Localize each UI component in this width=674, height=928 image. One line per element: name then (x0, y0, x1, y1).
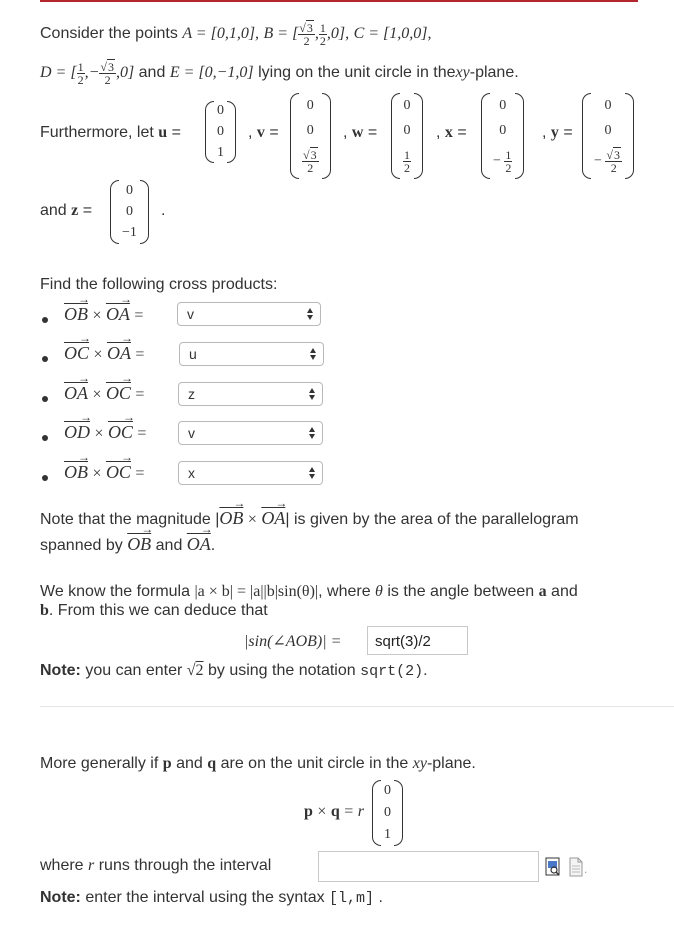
question-3-select[interactable]: z (178, 382, 323, 406)
vector-w: 0 0 $\frac{1}{2}$ (391, 93, 423, 179)
point-a: A = [0,1,0], (182, 25, 260, 43)
equation-editor-icon[interactable] (545, 857, 561, 877)
plane-text: -plane. (469, 64, 519, 82)
sin-expression: |sin(∠AOB)| = (244, 633, 342, 650)
points-line-1 (40, 22, 432, 47)
note-sqrt: Note: you can enter √2 by using the notation sqrt(2). (40, 662, 428, 680)
point-e: E = [0,−1,0] (169, 64, 254, 82)
xy-label: xy (455, 64, 470, 82)
interval-prompt: where r runs through the interval (40, 857, 272, 874)
vector-x-label: , x = (436, 124, 467, 141)
icon-dot: . (584, 862, 588, 876)
chevron-updown-icon (309, 388, 315, 400)
bullet (42, 356, 48, 362)
bullet (42, 317, 48, 323)
formula-line1: We know the formula |a × b| = |a||b|sin(θ)|, where θ is the angle between a and (40, 583, 578, 600)
period: . (161, 202, 166, 219)
chevron-updown-icon (307, 308, 313, 320)
lying-text: lying on the unit circle in the (258, 64, 456, 82)
point-d: D = [ $\frac{1}{2}$ ,− $\frac{√3}{2}$ ,0] (40, 60, 135, 87)
note-magnitude-line2: spanned by $\overline{OB}$ → and $\overline{OA}$ →. (40, 534, 215, 555)
question-4-expr: $\overline{OD}$ → × $\overline{OC}$ → = (64, 422, 146, 443)
divider (40, 706, 674, 707)
generally-text: More generally if p and q are on the unit circle in the xy-plane. (40, 755, 476, 772)
bullet (42, 475, 48, 481)
pxq-expression: p × q = r (304, 803, 364, 820)
bullet (42, 435, 48, 441)
point-c: C = [1,0,0], (353, 25, 432, 43)
furthermore-text: Furthermore, let u = (40, 124, 181, 141)
note-interval: Note: enter the interval using the syntax [l,m] . (40, 889, 383, 907)
vector-y: 0 0 − $\frac{√3}{2}$ (582, 93, 634, 179)
point-b: B = [ $\frac{√3}{2}$ , $\frac{1}{2}$ ,0], (263, 21, 350, 48)
vector-u: 0 0 1 (205, 101, 236, 163)
question-1-expr: $\overline{OB}$ → × $\overline{OA}$ → = (64, 304, 143, 325)
and-text: and (138, 64, 166, 82)
question-5-expr: $\overline{OB}$ → × $\overline{OC}$ → = (64, 462, 144, 483)
formula-line2: b. From this we can deduce that (40, 602, 268, 619)
vector-v-label: , v = (248, 124, 279, 141)
vector-x: 0 0 − $\frac{1}{2}$ (481, 93, 524, 179)
vector-e3: 0 0 1 (372, 780, 403, 846)
chevron-updown-icon (309, 427, 315, 439)
vector-y-label: , y = (542, 124, 573, 141)
top-accent-bar (40, 0, 638, 2)
vector-z: 0 0 −1 (110, 180, 149, 244)
consider-text: Consider the points (40, 25, 178, 43)
question-1-select[interactable]: v (177, 302, 321, 326)
question-4-select[interactable]: v (178, 421, 323, 445)
chevron-updown-icon (310, 348, 316, 360)
points-line-2 (40, 61, 519, 86)
sin-answer-input[interactable]: sqrt(3)/2 (367, 626, 468, 655)
interval-input[interactable] (318, 851, 539, 882)
vector-v: 0 0 $\frac{√3}{2}$ (290, 93, 331, 179)
vector-w-label: , w = (343, 124, 378, 141)
question-2-expr: $\overline{OC}$ → × $\overline{OA}$ → = (64, 343, 144, 364)
question-3-expr: $\overline{OA}$ → × $\overline{OC}$ → = (64, 383, 144, 404)
vector-z-label: and z = (40, 202, 93, 219)
question-5-select[interactable]: x (178, 461, 323, 485)
bullet (42, 396, 48, 402)
document-icon[interactable] (568, 857, 584, 877)
note-magnitude-line1: Note that the magnitude $|\overline{OB}$ → × $\overline{OA}$ →| is given by the area of the parallelogram (40, 508, 579, 529)
question-2-select[interactable]: u (179, 342, 324, 366)
find-heading: Find the following cross products: (40, 276, 278, 293)
chevron-updown-icon (309, 467, 315, 479)
